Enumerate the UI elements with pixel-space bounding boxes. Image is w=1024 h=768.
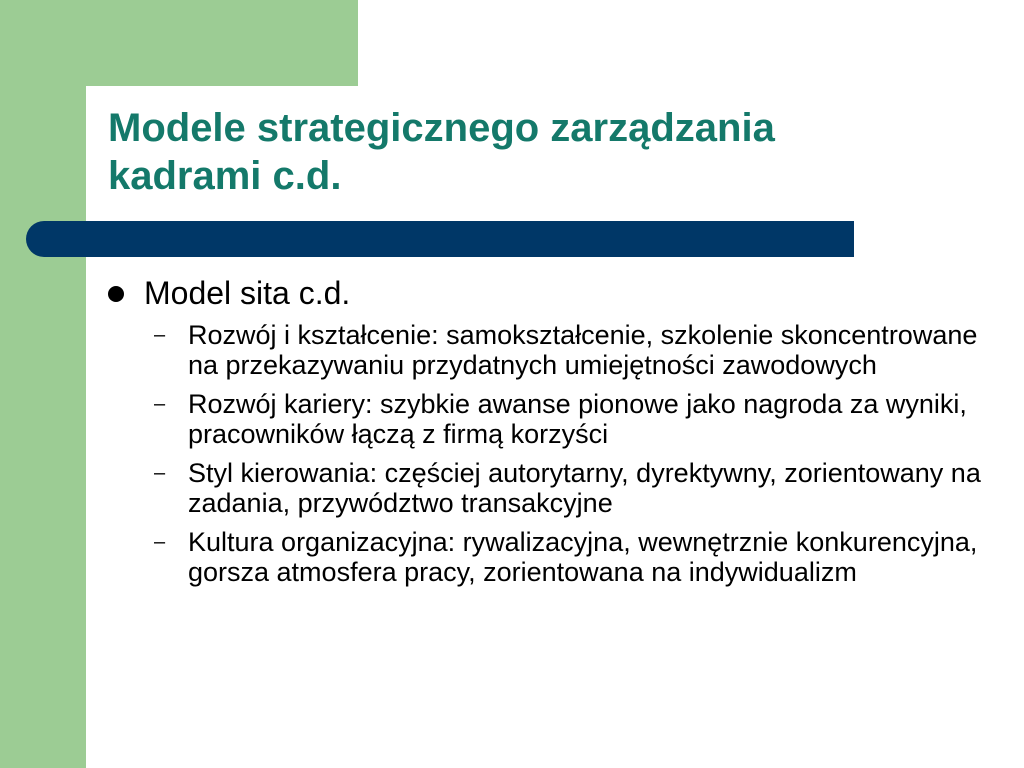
dash-icon: – xyxy=(154,462,166,484)
bullet-text: Model sita c.d. xyxy=(144,275,351,311)
slide-content xyxy=(106,272,1006,596)
dash-icon: – xyxy=(154,393,166,415)
sub-bullet-item xyxy=(106,527,1006,587)
dash-icon: – xyxy=(154,324,166,346)
sub-bullet-item xyxy=(106,389,1006,449)
title-divider-bar xyxy=(26,221,854,257)
slide-title: Modele strategicznego zarządzania kadrami c.d. xyxy=(108,106,775,198)
sub-bullet-text: Kultura organizacyjna: rywalizacyjna, wewnętrznie konkurencyjna, gorsza atmosfera pracy, zorientowana na indywidualizm xyxy=(188,527,978,587)
sub-bullet-text: Rozwój kariery: szybkie awanse pionowe jako nagroda za wyniki, pracowników łączą z firmą korzyści xyxy=(188,389,967,449)
bullet-dot-icon xyxy=(108,286,124,302)
sub-bullet-list xyxy=(106,320,1006,587)
left-green-band xyxy=(0,0,86,768)
bullet-item xyxy=(106,272,1006,314)
sub-bullet-text: Rozwój i kształcenie: samokształcenie, szkolenie skoncentrowane na przekazywaniu przydatnych umiejętności zawodowych xyxy=(188,320,978,380)
dash-icon: – xyxy=(154,531,166,553)
sub-bullet-text: Styl kierowania: częściej autorytarny, dyrektywny, zorientowany na zadania, przywództwo transakcyjne xyxy=(188,458,981,518)
sub-bullet-item xyxy=(106,458,1006,518)
sub-bullet-item xyxy=(106,320,1006,380)
top-green-band xyxy=(86,0,358,86)
